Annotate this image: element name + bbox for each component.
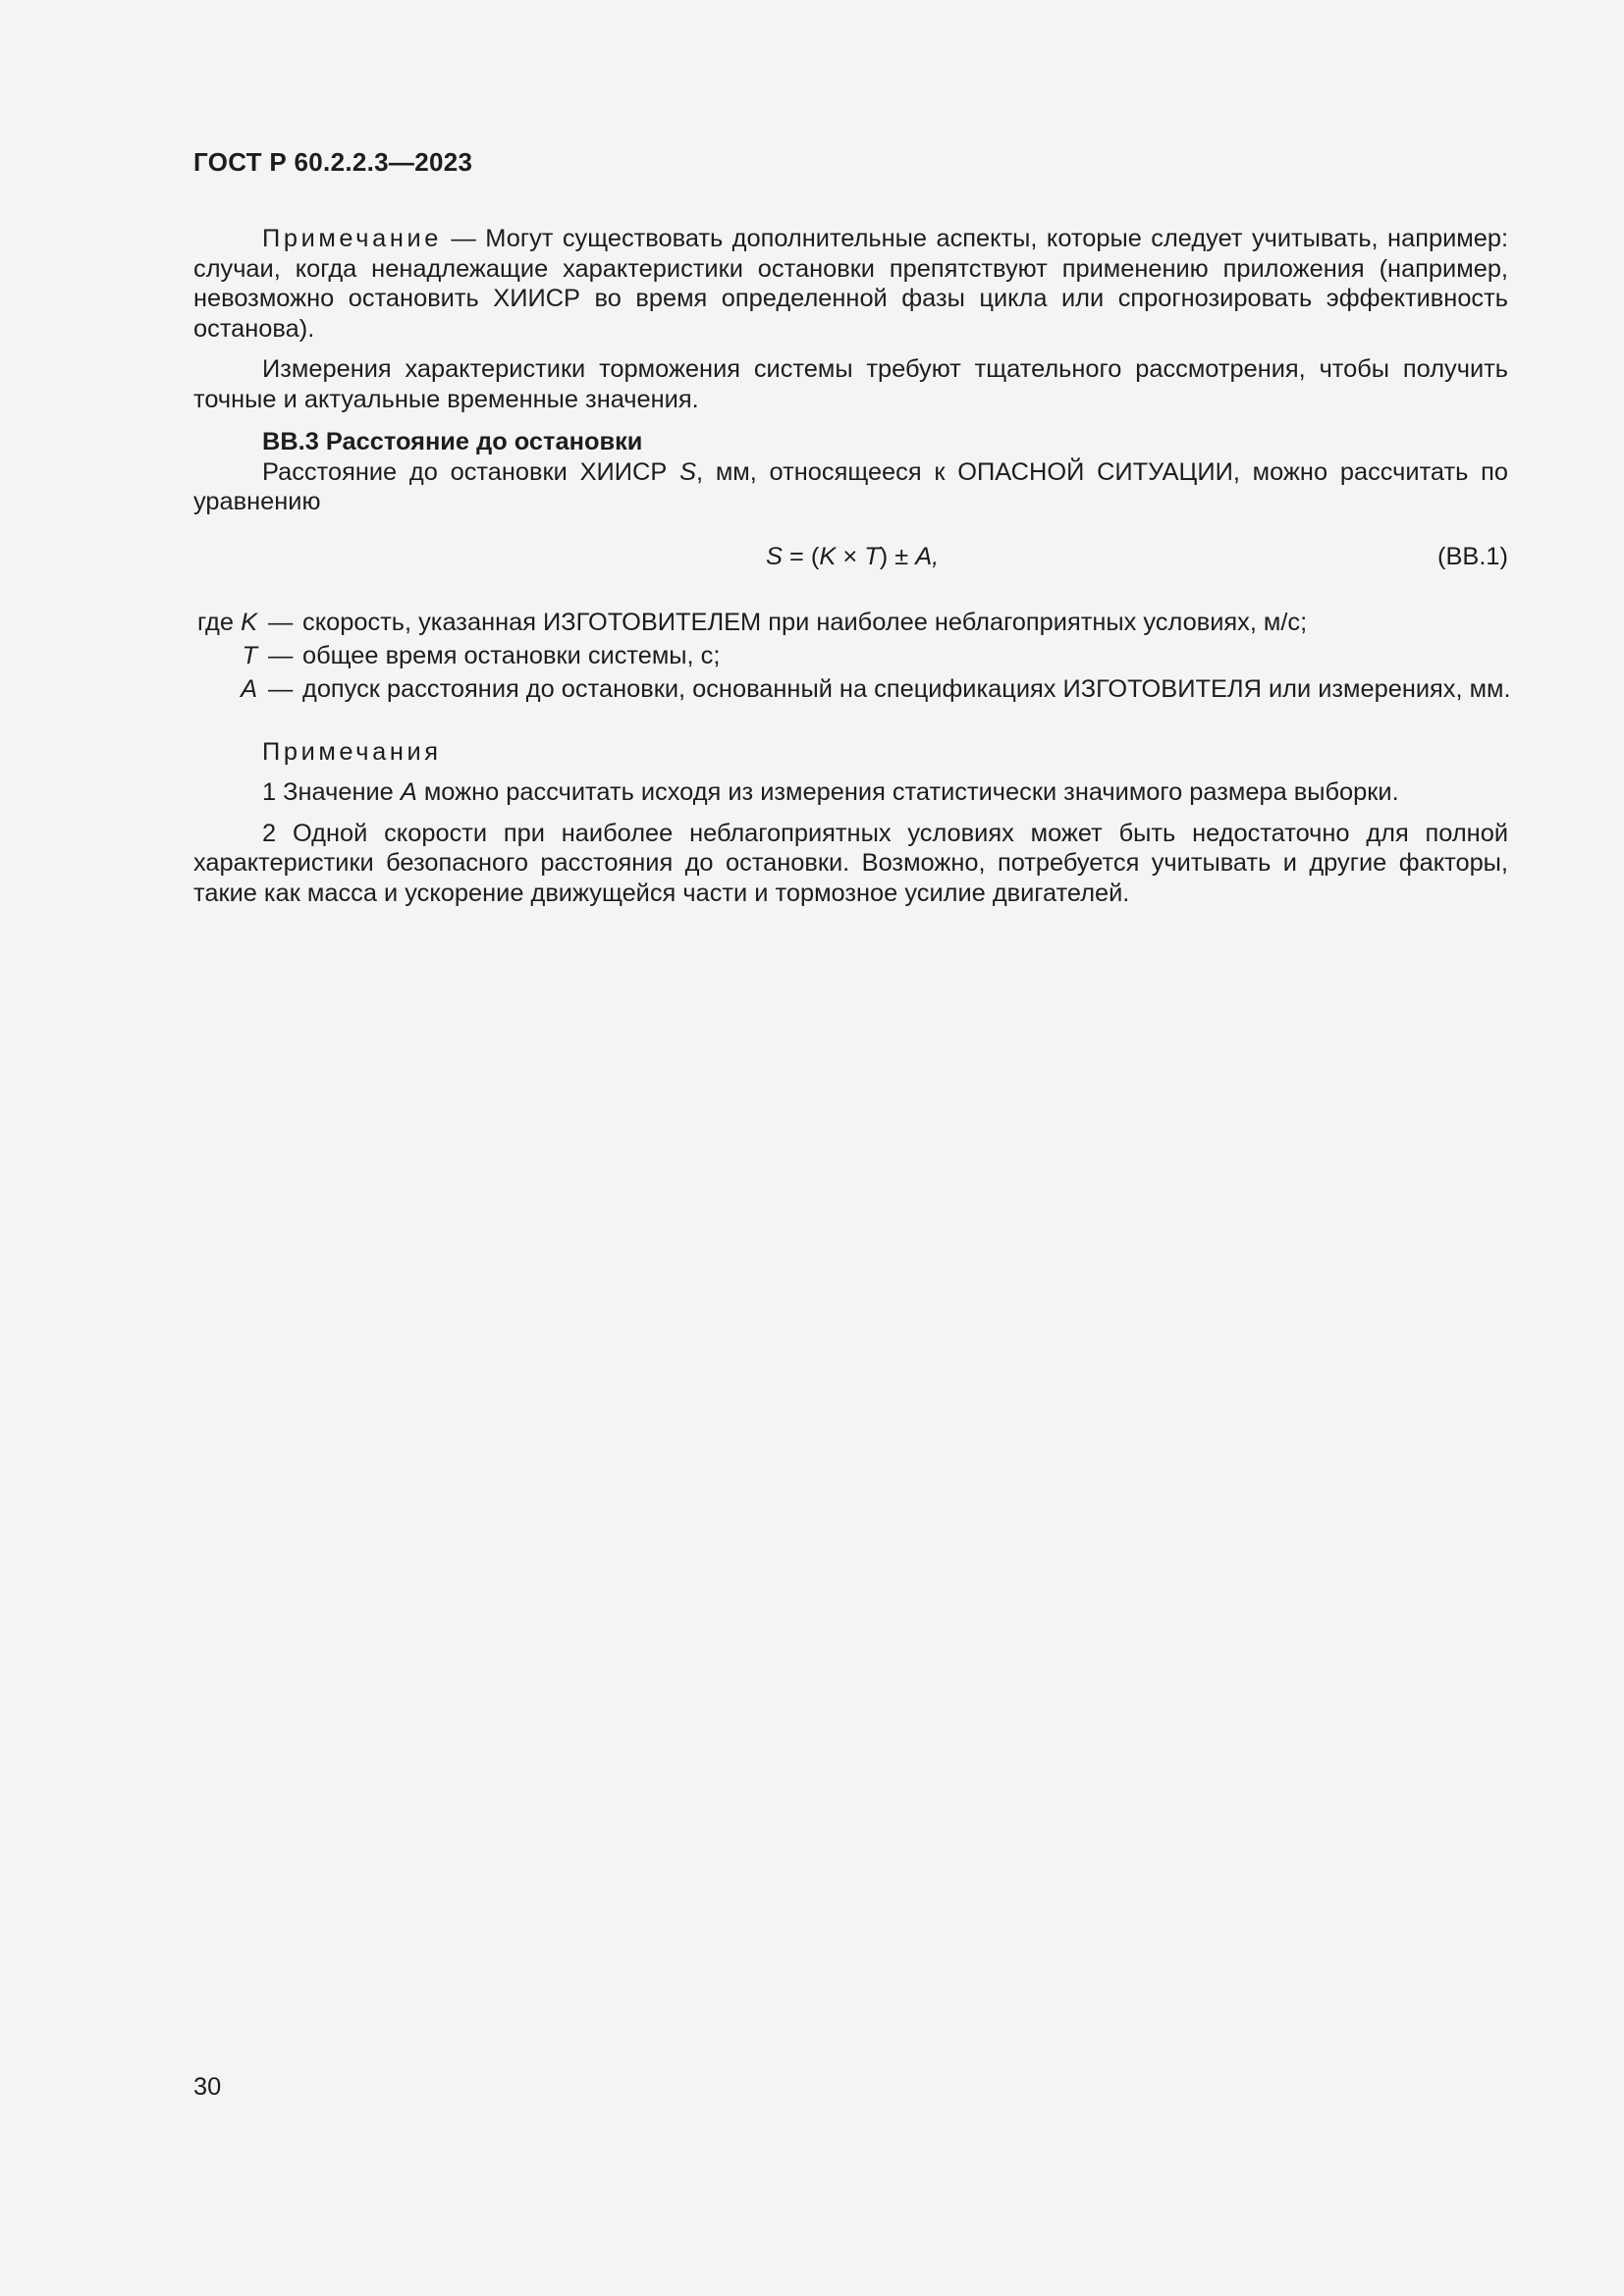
formula-end: , <box>932 542 940 570</box>
where-list <box>193 608 1511 708</box>
formula-row <box>193 542 1508 575</box>
note-item-1 <box>193 777 1508 808</box>
document-header: ГОСТ Р 60.2.2.3—2023 <box>193 147 473 177</box>
intro-symbol: S <box>679 457 696 486</box>
where-item-t <box>193 641 1508 674</box>
where-text: общее время остановки системы, с; <box>302 641 721 669</box>
note-item-2: 2 Одной скорости при наиболее неблагоприятных условиях может быть недостаточно для полной характеристики безопасного расстояния до остановки. Возможно, потребуется учитывать и другие факторы, такие как масса и ускорение движущейся части и тормозное усилие двигателей. <box>193 819 1508 907</box>
section-heading: ВВ.3 Расстояние до остановки <box>262 428 643 455</box>
where-symbol-a: A <box>241 674 257 703</box>
where-item-a <box>193 674 1511 708</box>
formula-k: K <box>819 542 837 570</box>
formula-s: S <box>766 542 783 570</box>
where-dash: — <box>268 608 294 636</box>
document-body <box>193 224 1511 908</box>
page-number: 30 <box>193 2073 222 2101</box>
formula-number: (ВВ.1) <box>1437 542 1508 570</box>
notes-block <box>193 737 1508 768</box>
note-text: — Могут существовать дополнительные аспекты, которые следует учитывать, например: случаи, когда ненадлежащие характеристики остановки препятствуют применению приложения (например, невозможно остановить ХИИСР во время определенной фазы цикла или спрогнозировать эффективность останова). <box>193 225 1508 343</box>
notes-title: Примечания <box>262 737 442 766</box>
note1-after: можно рассчитать исходя из измерения статистически значимого размера выборки. <box>416 778 1399 806</box>
formula-a: A <box>915 542 933 570</box>
where-symbol-k: K <box>241 608 257 636</box>
braking-paragraph: Измерения характеристики торможения системы требуют тщательного рассмотрения, чтобы получить точные и актуальные временные значения. <box>193 355 1508 413</box>
where-item-k <box>193 608 1508 641</box>
where-prefix: где <box>196 608 242 636</box>
formula <box>766 542 939 572</box>
where-symbol <box>193 674 257 705</box>
where-dash: — <box>268 641 294 669</box>
note-paragraph <box>193 224 1508 344</box>
note1-symbol: A <box>400 778 417 806</box>
formula-times: × <box>836 542 865 570</box>
intro-after: , мм, относящееся к ОПАСНОЙ СИТУАЦИИ, можно рассчитать по уравнению <box>193 457 1508 515</box>
note1-before: 1 Значение <box>262 778 401 806</box>
where-dash: — <box>268 674 294 703</box>
where-symbol <box>193 641 257 671</box>
formula-t: T <box>864 542 880 570</box>
where-text: скорость, указанная ИЗГОТОВИТЕЛЕМ при наиболее неблагоприятных условиях, м/с; <box>302 608 1308 636</box>
intro-before: Расстояние до остановки ХИИСР <box>262 457 680 486</box>
formula-eq: = ( <box>782 542 820 570</box>
where-symbol <box>193 608 257 638</box>
section-intro <box>193 457 1508 517</box>
where-symbol-t: T <box>242 641 257 669</box>
formula-pm: ) ± <box>879 542 916 570</box>
note-label: Примечание <box>262 225 442 252</box>
where-text: допуск расстояния до остановки, основанный на спецификациях ИЗГОТОВИТЕЛЯ или измерениях, мм. <box>302 674 1511 703</box>
